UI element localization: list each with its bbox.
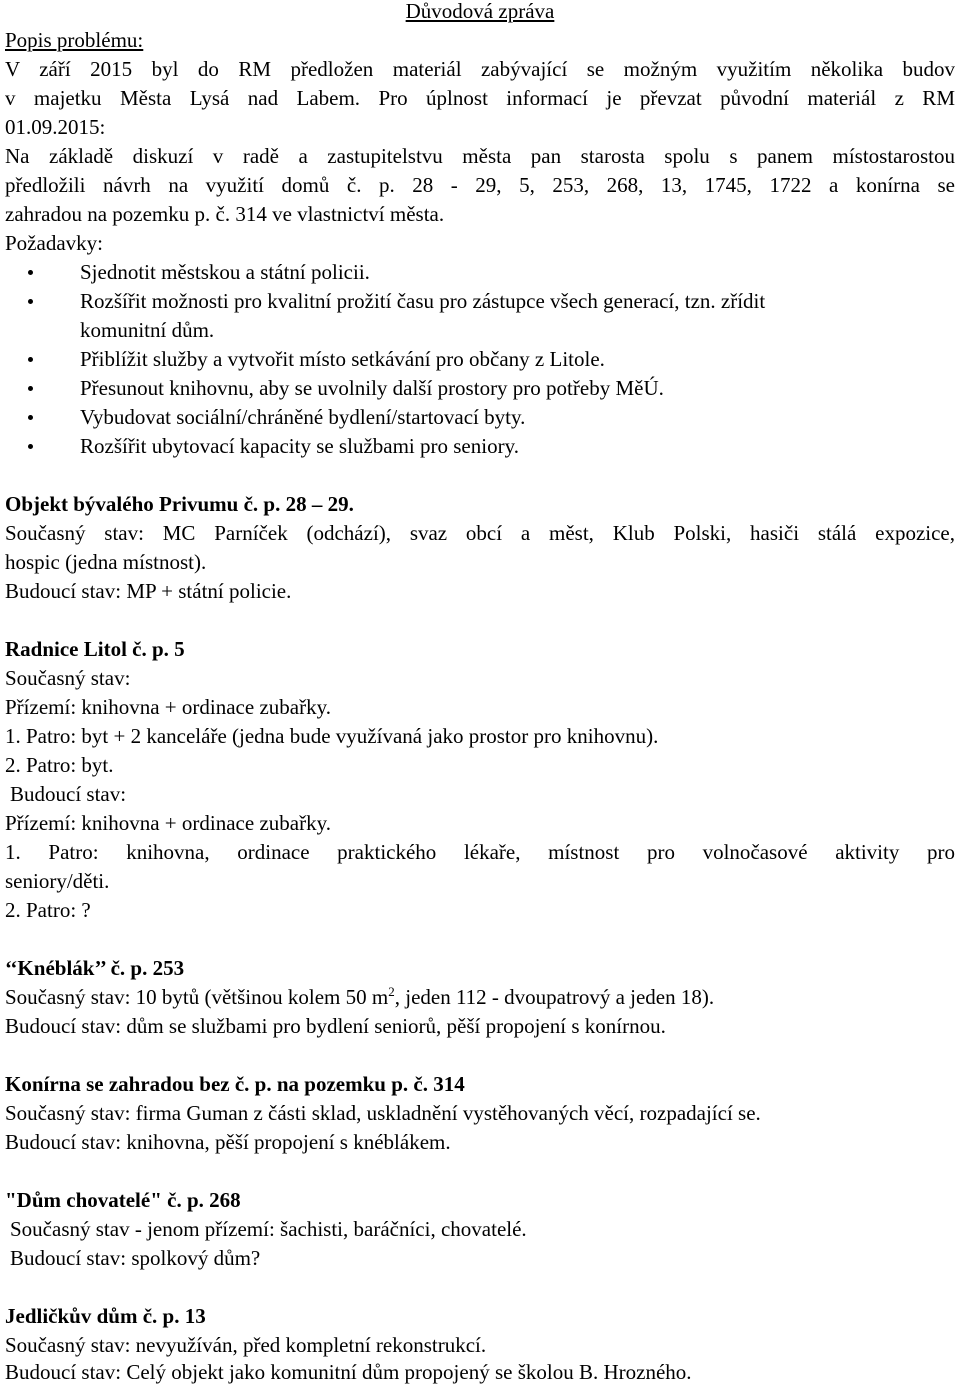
radnice-current-ground: Přízemí: knihovna + ordinace zubařky. [5, 695, 331, 719]
section-heading-konirna: Konírna se zahradou bez č. p. na pozemku p. č. 314 [5, 1072, 465, 1096]
kneblak-current: Současný stav: 10 bytů (většinou kolem 50 $m^2$, jeden 112 - dvoupatrový a jeden 18). [5, 984, 715, 1009]
intro-line-6: zahradou na pozemku p. č. 314 ve vlastnictví města. [5, 202, 445, 226]
privum-current: Současný stav: MC Parníček (odchází), svaz obcí a měst, Klub Polski, hasiči stálá expozice, [5, 521, 955, 545]
document-title: Důvodová zpráva [405, 0, 555, 23]
intro-line-3: 01.09.2015: [5, 115, 106, 139]
section-heading-kneblak: ‘‘Knéblák’’ č. p. 253 [5, 956, 185, 980]
bullet-icon [28, 444, 33, 449]
privum-current-cont: hospic (jedna místnost). [5, 550, 207, 574]
dum-chovatele-current: Současný stav - jenom přízemí: šachisti, baráčníci, chovatelé. [10, 1217, 527, 1241]
section-heading-radnice: Radnice Litol č. p. 5 [5, 637, 185, 661]
bullet-icon [28, 386, 33, 391]
jedlickuv-future: Budoucí stav: Celý objekt jako komunitní dům propojený se školou B. Hrozného. [5, 1360, 692, 1384]
konirna-current: Současný stav: firma Guman z části sklad, uskladnění vystěhovaných věcí, rozpadající se. [5, 1101, 761, 1125]
problem-heading: Popis problému: [5, 28, 144, 52]
konirna-future: Budoucí stav: knihovna, pěší propojení s knéblákem. [5, 1130, 451, 1154]
requirements-heading: Požadavky: [5, 231, 103, 255]
radnice-current-floor1: 1. Patro: byt + 2 kanceláře (jedna bude využívaná jako prostor pro knihovnu). [5, 724, 659, 748]
intro-line-2: v majetku Města Lysá nad Labem. Pro úplnost informací je převzat původní materiál z RM [5, 86, 955, 110]
kneblak-future: Budoucí stav: dům se službami pro bydlení seniorů, pěší propojení s konírnou. [5, 1014, 666, 1038]
radnice-future-floor1: 1. Patro: knihovna, ordinace praktického lékaře, místnost pro volnočasové aktivity pro [5, 840, 955, 864]
bullet-icon [28, 415, 33, 420]
requirement-item-continuation: komunitní dům. [80, 318, 215, 342]
section-heading-jedlickuv: Jedličkův dům č. p. 13 [5, 1304, 206, 1328]
radnice-future-floor1-cont: seniory/děti. [5, 869, 110, 893]
section-heading-privum: Objekt bývalého Privumu č. p. 28 – 29. [5, 492, 354, 516]
jedlickuv-current: Současný stav: nevyužíván, před kompletní rekonstrukcí. [5, 1333, 487, 1357]
intro-line-4: Na základě diskuzí v radě a zastupitelstvu města pan starosta spolu s panem místostarostou [5, 144, 955, 168]
bullet-icon [28, 270, 33, 275]
section-heading-dum-chovatele: "Dům chovatelé" č. p. 268 [5, 1188, 241, 1212]
radnice-future-label: Budoucí stav: [10, 782, 127, 806]
intro-line-1: V září 2015 byl do RM předložen materiál zabývající se možným využitím několika budov [5, 57, 955, 81]
dum-chovatele-future: Budoucí stav: spolkový dům? [10, 1246, 261, 1270]
radnice-future-floor2: 2. Patro: ? [5, 898, 91, 922]
radnice-future-ground: Přízemí: knihovna + ordinace zubařky. [5, 811, 331, 835]
bullet-icon [28, 357, 33, 362]
bullet-icon [28, 299, 33, 304]
intro-line-5: předložili návrh na využití domů č. p. 28 - 29, 5, 253, 268, 13, 1745, 1722 a konírna se [5, 173, 955, 197]
privum-future: Budoucí stav: MP + státní policie. [5, 579, 292, 603]
radnice-current-floor2: 2. Patro: byt. [5, 753, 114, 777]
radnice-current-label: Současný stav: [5, 666, 131, 690]
document-page: Důvodová zpráva Popis problému: V září 2015 byl do RM předložen materiál zabývající se možným využitím několika budov v majetku Města Lysá nad Labem. Pro úplnost informací je převzat původní materiál z RM 01.09.2015: Na základě diskuzí v radě a zastupitelstvu města pan starosta spolu s panem místostarostou předložili návrh na využití domů č. p. 28 - 29, 5, 253, 268, 13, 1745, 1722 a konírna se zahradou na pozemku p. č. 314 ve vlastnictví města. Požadavky: Sjednotit městskou a státní policii. Rozšířit možnosti pro kvalitní prožití času pro zástupce všech generací, tzn. zřídit komunitní dům. Přiblížit služby a vytvořit místo setkávání pro občany z Litole. Přesunout knihovnu, aby se uvolnily další prostory pro potřeby MěÚ. Vybudovat sociální/chráněné bydlení/startovací byty. Rozšířit ubytovací kapacity se službami pro seniory. Objekt bývalého Privumu č. p. 28 – 29. Současný stav: MC Parníček (odchází), svaz obcí a měst, Klub Polski, hasiči stálá expozice, hospic (jedna místnost). Budoucí stav: MP + státní policie. Radnice Litol č. p. 5 Současný stav: Přízemí: knihovna + ordinace zubařky. 1. Patro: byt + 2 kanceláře (jedna bude využívaná jako prostor pro knihovnu). 2. Patro: byt. Budoucí stav: Přízemí: knihovna + ordinace zubařky. 1. Patro: knihovna, ordinace praktického lékaře, místnost pro volnočasové aktivity pro seniory/děti. 2. Patro: ? ‘‘Knéblák’’ č. p. 253 Současný stav: 10 bytů (většinou kolem 50 $m^2$, jeden 112 - dvoupatrový a jeden 18). Budoucí stav: dům se službami pro bydlení seniorů, pěší propojení s konírnou. Konírna se zahradou bez č. p. na pozemku p. č. 314 Současný stav: firma Guman z části sklad, uskladnění vystěhovaných věcí, rozpadající se. Budoucí stav: knihovna, pěší propojení s knéblákem. "Dům chovatelé" č. p. 268 Současný stav - jenom přízemí: šachisti, baráčníci, chovatelé. Budoucí stav: spolkový dům? Jedličkův dům č. p. 13 Současný stav: nevyužíván, před kompletní rekonstrukcí. Budoucí stav: Celý objekt jako komunitní dům propojený se školou B. Hrozného. [0, 0, 960, 1388]
